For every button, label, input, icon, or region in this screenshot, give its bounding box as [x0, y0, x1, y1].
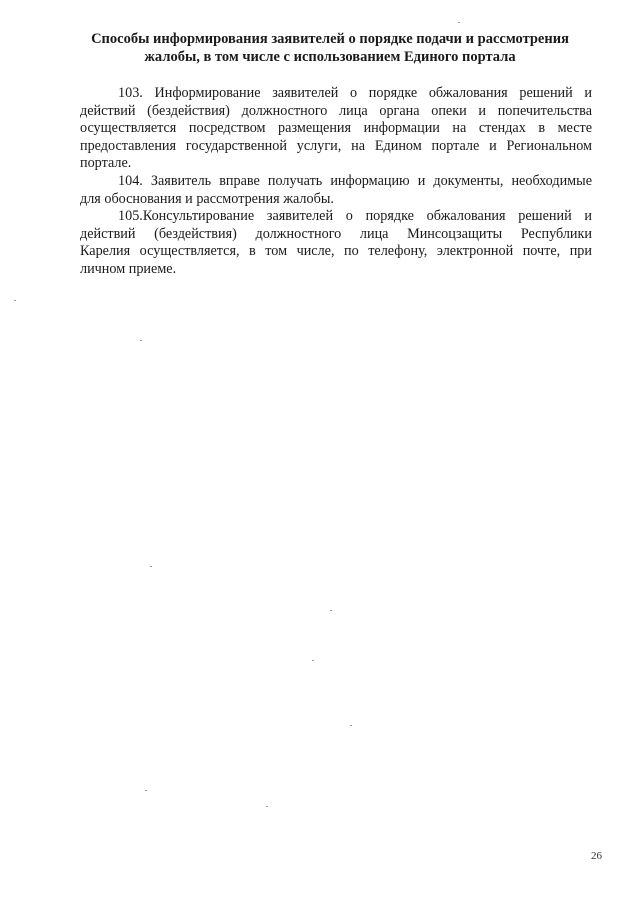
- document-body: [80, 85, 592, 279]
- paragraph-line: Карелия осуществляется, в том числе, по телефону, электронной почте, при: [80, 243, 592, 260]
- paragraph-line: осуществляется посредством размещения информации на стендах в месте: [80, 120, 592, 137]
- scan-speck: [330, 610, 332, 611]
- paragraph-line: действий (бездействия) должностного лица органа опеки и попечительства: [80, 102, 592, 119]
- paragraph-105: [80, 208, 592, 278]
- paragraph-line: портале.: [80, 155, 132, 172]
- paragraph-line: действий (бездействия) должностного лица Минсоцзащиты Республики: [80, 225, 592, 242]
- scan-speck: [14, 300, 16, 301]
- heading-line: Способы информирования заявителей о порядке подачи и рассмотрения: [91, 31, 569, 47]
- scan-speck: [145, 790, 147, 791]
- paragraph-line: для обоснования и рассмотрения жалобы.: [80, 190, 334, 207]
- paragraph-line: предоставления государственной услуги, на Едином портале и Региональном: [80, 137, 592, 154]
- scan-speck: [150, 566, 152, 567]
- paragraph-line: 105.Консультирование заявителей о порядке обжалования решений и: [118, 208, 592, 225]
- page-number: 26: [591, 850, 602, 862]
- paragraph-line: 104. Заявитель вправе получать информацию и документы, необходимые: [118, 172, 592, 189]
- scan-speck: [458, 22, 460, 23]
- scan-speck: [350, 725, 352, 726]
- scan-speck: [140, 340, 142, 341]
- scan-speck: [312, 660, 314, 661]
- paragraph-line: 103. Информирование заявителей о порядке обжалования решений и: [118, 85, 592, 101]
- heading-line: жалобы, в том числе с использованием Единого портала: [144, 49, 516, 65]
- paragraph-line: личном приеме.: [80, 260, 177, 277]
- paragraph-103: [80, 85, 592, 173]
- section-heading: [60, 30, 600, 66]
- paragraph-104: [80, 173, 592, 208]
- scan-speck: [266, 806, 268, 807]
